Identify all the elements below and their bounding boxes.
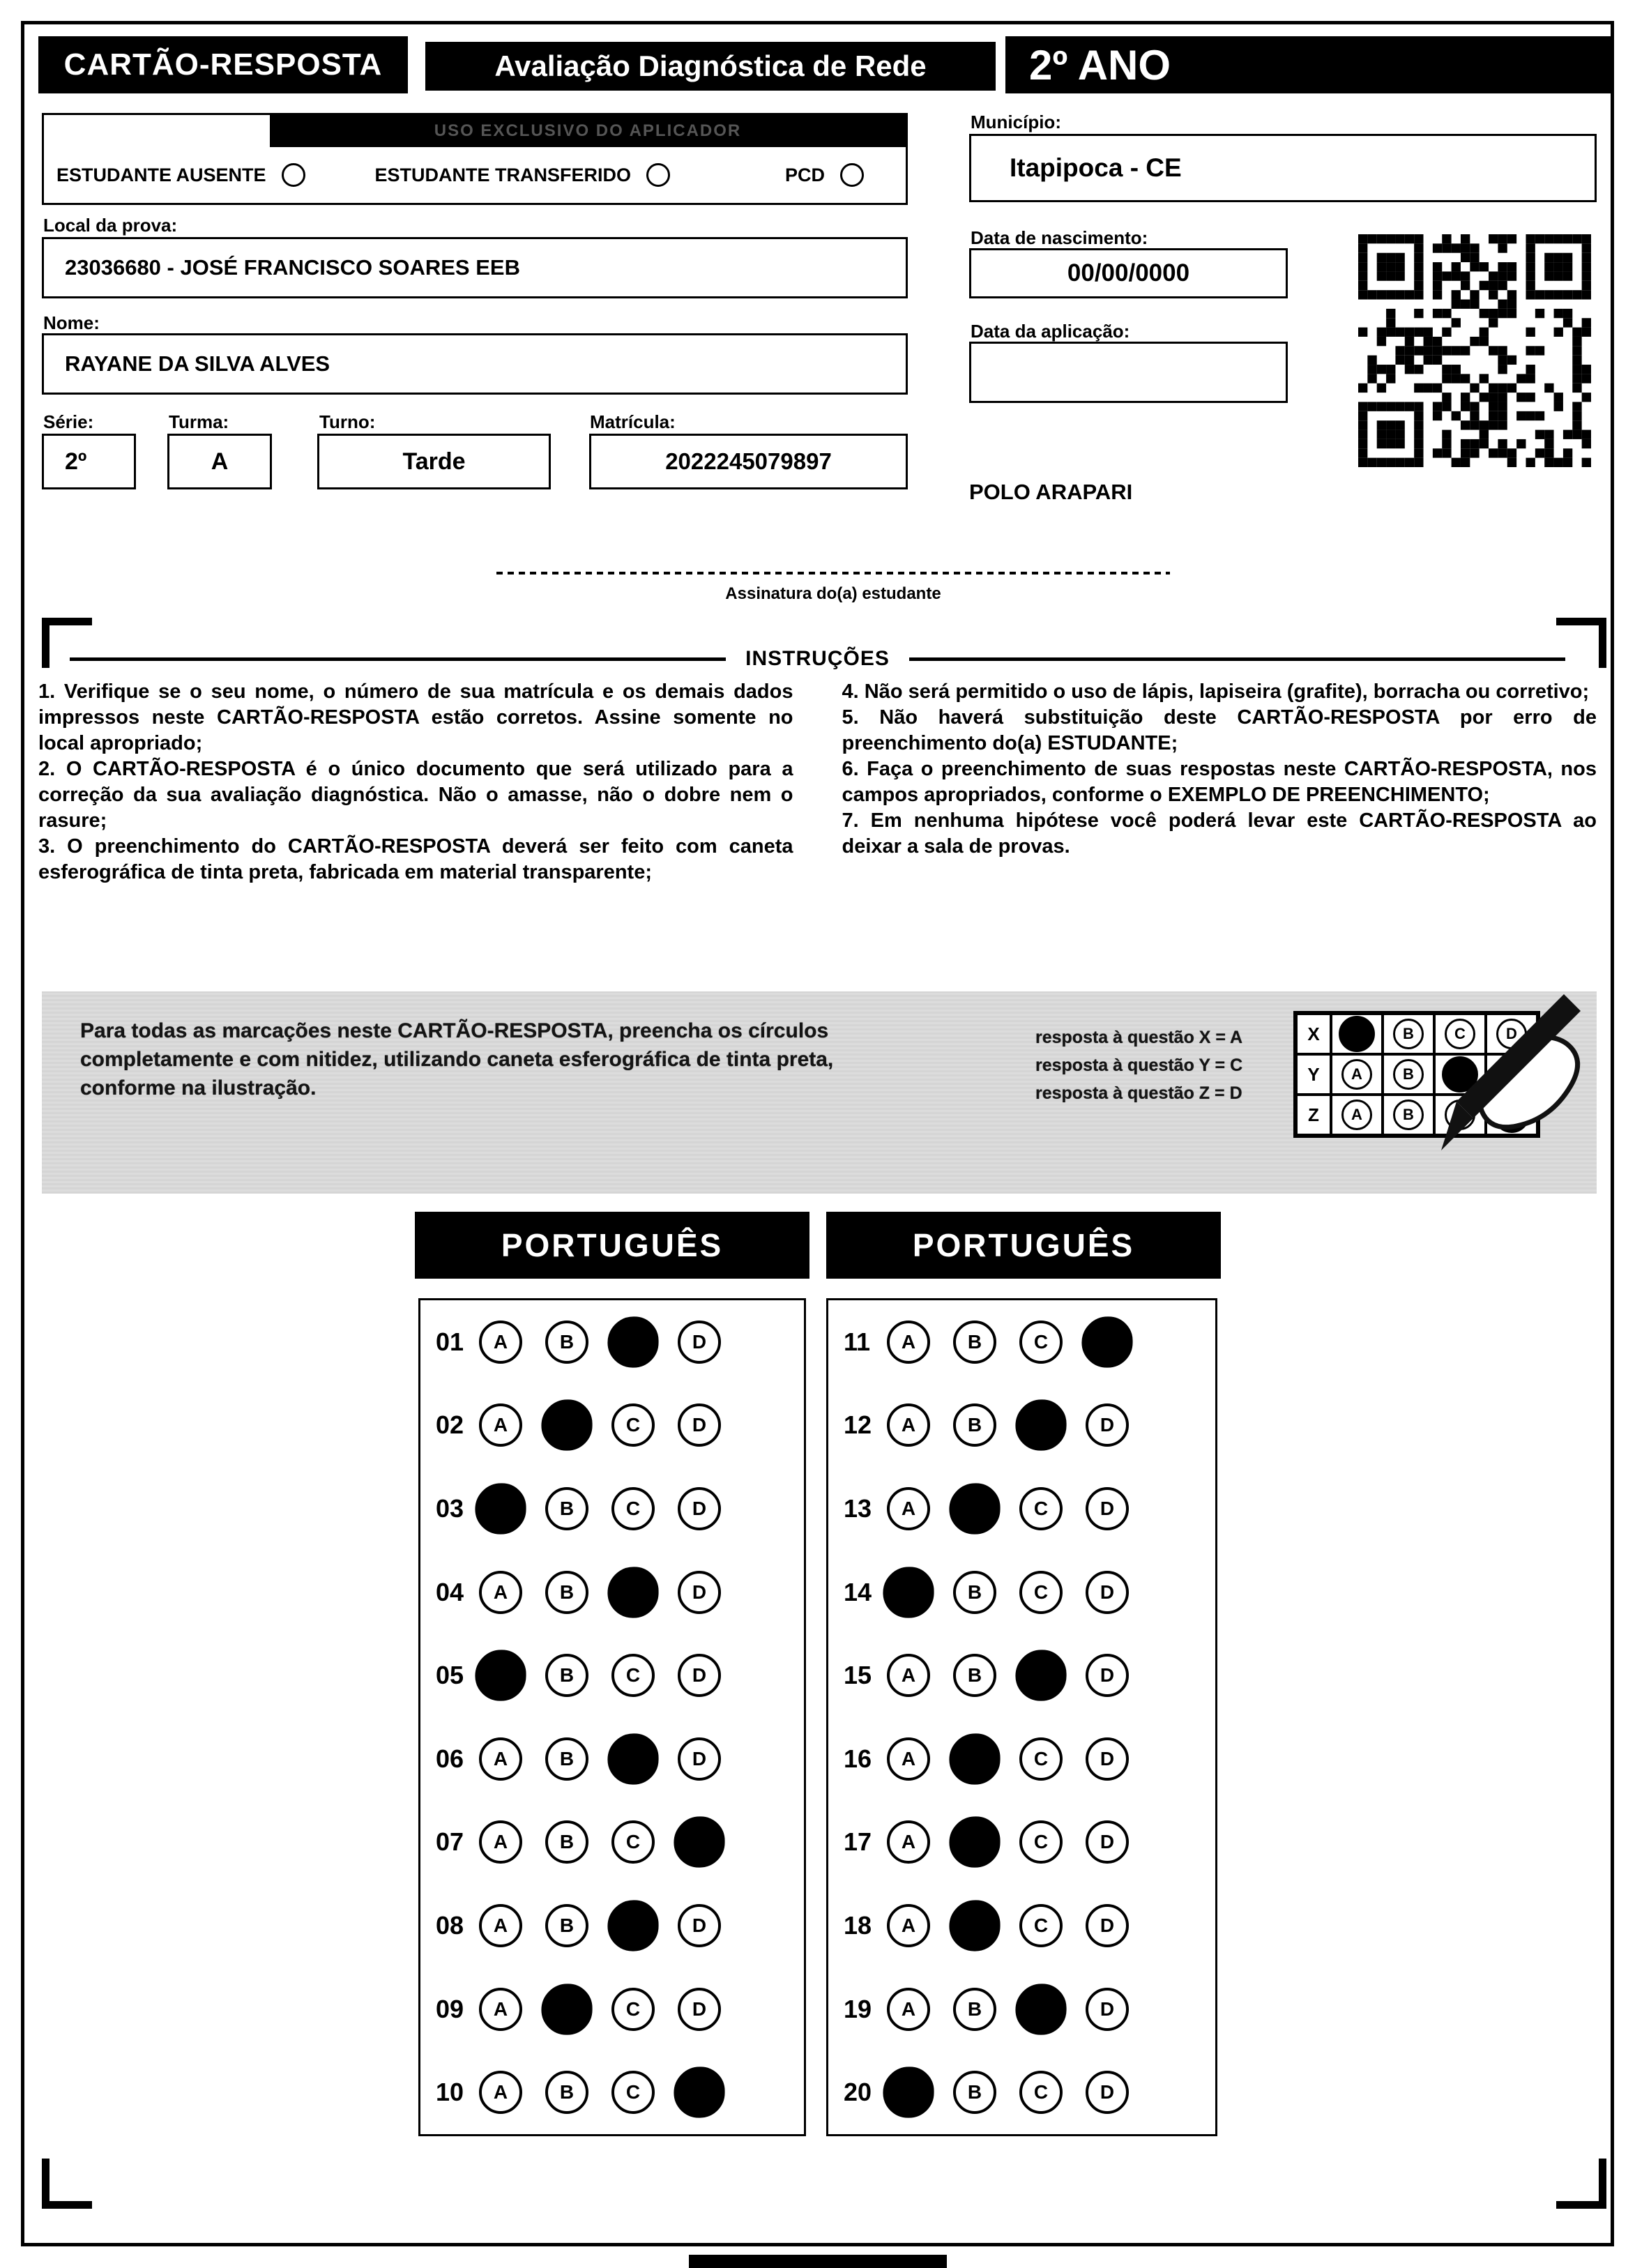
status-label-transferido: ESTUDANTE TRANSFERIDO <box>374 164 632 185</box>
status-item-pcd <box>785 163 864 187</box>
municipio-label: Município: <box>971 112 1061 132</box>
example-row-label-X: X <box>1296 1014 1331 1054</box>
bubble-q04-A[interactable]: A <box>479 1571 522 1614</box>
bubble-q17-D[interactable]: D <box>1086 1820 1129 1864</box>
subject-header-1: PORTUGUÊS <box>415 1212 809 1279</box>
status-circle-transferido[interactable] <box>646 163 670 187</box>
bubble-q01-B[interactable]: B <box>545 1321 588 1364</box>
instruction-item-1: 1. Verifique se o seu nome, o número de sua matrícula e os demais dados impressos neste CARTÃO-RESPOSTA estão corretos. Assine somente no local apropriado; <box>38 680 793 754</box>
bubble-q12-A[interactable]: A <box>887 1403 930 1447</box>
aplicacao-label: Data da aplicação: <box>971 321 1130 342</box>
bubble-q11-B[interactable]: B <box>953 1321 996 1364</box>
status-check-row <box>44 147 906 203</box>
applicator-bar <box>270 115 906 147</box>
bubble-q01-A[interactable]: A <box>479 1321 522 1364</box>
bubble-q18-B-filled[interactable] <box>949 1900 1000 1951</box>
answer-grid-questions-11-20 <box>826 1298 1217 2136</box>
bubble-q13-C[interactable]: C <box>1019 1487 1063 1530</box>
bubble-q11-D-filled[interactable] <box>1081 1316 1132 1367</box>
local-label: Local da prova: <box>43 215 178 236</box>
bubble-q07-A[interactable]: A <box>479 1820 522 1864</box>
bubble-q16-B-filled[interactable] <box>949 1733 1000 1784</box>
bubble-q17-A[interactable]: A <box>887 1820 930 1864</box>
bubble-q12-B[interactable]: B <box>953 1403 996 1447</box>
instructions-rule-right <box>909 657 1565 661</box>
question-number-14: 14 <box>844 1577 872 1606</box>
bubble-q02-D[interactable]: D <box>678 1403 721 1447</box>
question-row-13 <box>828 1487 1215 1530</box>
question-number-17: 17 <box>844 1827 872 1857</box>
question-row-10 <box>420 2071 804 2114</box>
legend-line-z: resposta à questão Z = D <box>1035 1083 1242 1103</box>
bubble-q13-D[interactable]: D <box>1086 1487 1129 1530</box>
example-bubble-Z-B: B <box>1393 1099 1424 1130</box>
question-number-20: 20 <box>844 2078 872 2107</box>
instructions-right-column <box>842 679 1597 885</box>
question-number-02: 02 <box>436 1410 464 1440</box>
bubble-q02-B-filled[interactable] <box>541 1400 592 1451</box>
bubble-q14-A-filled[interactable] <box>883 1567 934 1618</box>
aplicacao-value-box[interactable] <box>969 342 1288 403</box>
bubble-q19-D[interactable]: D <box>1086 1988 1129 2031</box>
bubble-q20-A-filled[interactable] <box>883 2067 934 2118</box>
bubble-q15-D[interactable]: D <box>1086 1654 1129 1697</box>
bubble-q10-B[interactable]: B <box>545 2071 588 2114</box>
bubble-q09-A[interactable]: A <box>479 1988 522 2031</box>
nome-value-box: RAYANE DA SILVA ALVES <box>42 333 908 395</box>
turma-label: Turma: <box>169 411 229 432</box>
instructions-title: INSTRUÇÕES <box>745 647 890 670</box>
bubble-q19-B[interactable]: B <box>953 1988 996 2031</box>
status-item-ausente <box>56 163 305 187</box>
bubble-q03-C[interactable]: C <box>611 1487 655 1530</box>
bubble-q06-D[interactable]: D <box>678 1737 721 1781</box>
bubble-q06-B[interactable]: B <box>545 1737 588 1781</box>
bubble-q04-C-filled[interactable] <box>607 1567 658 1618</box>
bubble-q12-D[interactable]: D <box>1086 1403 1129 1447</box>
question-row-05 <box>420 1654 804 1697</box>
question-row-08 <box>420 1904 804 1947</box>
bubble-q12-C-filled[interactable] <box>1015 1400 1066 1451</box>
qr-code <box>1358 234 1591 467</box>
question-number-12: 12 <box>844 1410 872 1440</box>
instruction-item-7: 7. Em nenhuma hipótese você poderá levar este CARTÃO-RESPOSTA ao deixar a sala de provas. <box>842 809 1597 858</box>
bubble-q05-D[interactable]: D <box>678 1654 721 1697</box>
question-number-05: 05 <box>436 1661 464 1690</box>
polo-label: POLO ARAPARI <box>969 480 1133 504</box>
municipio-value-box: Itapipoca - CE <box>969 134 1597 202</box>
bubble-q03-D[interactable]: D <box>678 1487 721 1530</box>
matricula-label: Matrícula: <box>590 411 676 432</box>
instruction-item-3: 3. O preenchimento do CARTÃO-RESPOSTA deverá ser feito com caneta esferográfica de tinta preta, fabricada em material transparente; <box>38 835 793 883</box>
instruction-item-5: 5. Não haverá substituição deste CARTÃO-RESPOSTA por erro de preenchimento do(a) ESTUDANTE; <box>842 706 1597 754</box>
turno-label: Turno: <box>319 411 376 432</box>
status-item-transferido <box>375 163 671 187</box>
instruction-item-2: 2. O CARTÃO-RESPOSTA é o único documento que será utilizado para a correção da sua avaliação diagnóstica. Não o amasse, não o dobre nem o rasure; <box>38 758 793 832</box>
status-circle-pcd[interactable] <box>840 163 864 187</box>
example-bubble-X-D: D <box>1496 1019 1527 1049</box>
bubble-q09-C[interactable]: C <box>611 1988 655 2031</box>
instructions-left-column <box>38 679 793 885</box>
bubble-q07-C[interactable]: C <box>611 1820 655 1864</box>
status-label-pcd: PCD <box>784 164 825 185</box>
example-row-label-Z: Z <box>1296 1095 1331 1135</box>
bubble-q08-B[interactable]: B <box>545 1904 588 1947</box>
bubble-q18-D[interactable]: D <box>1086 1904 1129 1947</box>
question-number-15: 15 <box>844 1661 872 1690</box>
turma-value-box: A <box>167 434 272 489</box>
local-value-box: 23036680 - JOSÉ FRANCISCO SOARES EEB <box>42 237 908 298</box>
bubble-q08-A[interactable]: A <box>479 1904 522 1947</box>
question-row-20 <box>828 2071 1215 2114</box>
question-row-07 <box>420 1820 804 1864</box>
corner-mark-bottom-left <box>42 2159 92 2209</box>
bubble-q01-C-filled[interactable] <box>607 1316 658 1367</box>
bubble-q10-D-filled[interactable] <box>674 2067 724 2118</box>
bubble-q11-C[interactable]: C <box>1019 1321 1063 1364</box>
question-row-02 <box>420 1403 804 1447</box>
legend-line-y: resposta à questão Y = C <box>1035 1056 1243 1075</box>
bubble-q15-B[interactable]: B <box>953 1654 996 1697</box>
question-row-17 <box>828 1820 1215 1864</box>
applicator-bar-text: USO EXCLUSIVO DO APLICADOR <box>434 121 742 140</box>
question-row-06 <box>420 1737 804 1781</box>
question-row-19 <box>828 1988 1215 2031</box>
signature-label: Assinatura do(a) estudante <box>725 584 941 603</box>
bubble-q06-C-filled[interactable] <box>607 1733 658 1784</box>
signature-line[interactable] <box>496 572 1170 574</box>
instructions-header <box>70 647 1565 671</box>
bubble-q18-A[interactable]: A <box>887 1904 930 1947</box>
card-title: CARTÃO-RESPOSTA <box>38 36 408 93</box>
status-label-ausente: ESTUDANTE AUSENTE <box>56 164 266 185</box>
example-row-label-Y: Y <box>1296 1054 1331 1095</box>
bubble-q14-B[interactable]: B <box>953 1571 996 1614</box>
bubble-q13-A[interactable]: A <box>887 1487 930 1530</box>
example-cell-X-A <box>1331 1014 1383 1054</box>
example-bubble-Y-B: B <box>1393 1059 1424 1090</box>
grade-banner: 2º ANO <box>1005 36 1614 93</box>
question-number-08: 08 <box>436 1910 464 1940</box>
bubble-q03-B[interactable]: B <box>545 1487 588 1530</box>
question-number-09: 09 <box>436 1994 464 2023</box>
bubble-q05-C[interactable]: C <box>611 1654 655 1697</box>
instructions-rule-left <box>70 657 726 661</box>
question-row-14 <box>828 1571 1215 1614</box>
bubble-q15-A[interactable]: A <box>887 1654 930 1697</box>
serie-value-box: 2º <box>42 434 136 489</box>
serie-label: Série: <box>43 411 94 432</box>
bubble-q01-D[interactable]: D <box>678 1321 721 1364</box>
example-bubble-X-B: B <box>1393 1019 1424 1049</box>
instruction-item-6: 6. Faça o preenchimento de suas respostas neste CARTÃO-RESPOSTA, nos campos apropriados, conforme o EXEMPLO DE PREENCHIMENTO; <box>842 758 1597 806</box>
example-cell-Y-A <box>1331 1054 1383 1095</box>
example-cell-Z-A <box>1331 1095 1383 1135</box>
legend-line-x: resposta à questão X = A <box>1035 1028 1243 1047</box>
bubble-q11-A[interactable]: A <box>887 1321 930 1364</box>
fill-example-box <box>42 991 1597 1194</box>
bubble-q08-C-filled[interactable] <box>607 1900 658 1951</box>
corner-mark-bottom-right <box>1556 2159 1606 2209</box>
question-row-16 <box>828 1737 1215 1781</box>
question-number-18: 18 <box>844 1910 872 1940</box>
bubble-q17-B-filled[interactable] <box>949 1817 1000 1868</box>
bubble-q14-C[interactable]: C <box>1019 1571 1063 1614</box>
question-row-04 <box>420 1571 804 1614</box>
question-number-03: 03 <box>436 1493 464 1523</box>
example-bubble-Y-A: A <box>1341 1059 1372 1090</box>
question-number-04: 04 <box>436 1577 464 1606</box>
bubble-q16-A[interactable]: A <box>887 1737 930 1781</box>
subject-header-2: PORTUGUÊS <box>826 1212 1221 1279</box>
status-circle-ausente[interactable] <box>282 163 305 187</box>
matricula-value-box: 2022245079897 <box>589 434 908 489</box>
hand-pen-illustration <box>1412 993 1593 1174</box>
example-bubble-Z-A: A <box>1341 1099 1372 1130</box>
answer-grid-questions-01-10 <box>418 1298 806 2136</box>
bubble-q20-D[interactable]: D <box>1086 2071 1129 2114</box>
bubble-q04-B[interactable]: B <box>545 1571 588 1614</box>
bubble-q08-D[interactable]: D <box>678 1904 721 1947</box>
bubble-q13-B-filled[interactable] <box>949 1483 1000 1534</box>
bubble-q09-D[interactable]: D <box>678 1988 721 2031</box>
question-number-06: 06 <box>436 1744 464 1773</box>
applicator-section <box>42 113 908 205</box>
bubble-q05-B[interactable]: B <box>545 1654 588 1697</box>
question-row-18 <box>828 1904 1215 1947</box>
turno-value-box: Tarde <box>317 434 551 489</box>
bubble-q06-A[interactable]: A <box>479 1737 522 1781</box>
example-bubble-X-A-filled <box>1339 1016 1375 1052</box>
question-number-13: 13 <box>844 1493 872 1523</box>
bubble-q10-A[interactable]: A <box>479 2071 522 2114</box>
question-row-11 <box>828 1321 1215 1364</box>
fill-example-legend <box>1035 1023 1242 1107</box>
bubble-q05-A-filled[interactable] <box>475 1650 526 1701</box>
question-row-03 <box>420 1487 804 1530</box>
question-row-01 <box>420 1321 804 1364</box>
question-number-10: 10 <box>436 2078 464 2107</box>
bubble-q02-A[interactable]: A <box>479 1403 522 1447</box>
bubble-q10-C[interactable]: C <box>611 2071 655 2114</box>
bubble-q19-C-filled[interactable] <box>1015 1984 1066 2034</box>
question-number-19: 19 <box>844 1994 872 2023</box>
bubble-q04-D[interactable]: D <box>678 1571 721 1614</box>
bubble-q03-A-filled[interactable] <box>475 1483 526 1534</box>
nascimento-value-box: 00/00/0000 <box>969 248 1288 298</box>
nome-label: Nome: <box>43 312 100 333</box>
bubble-q07-B[interactable]: B <box>545 1820 588 1864</box>
question-row-09 <box>420 1988 804 2031</box>
bubble-q09-B-filled[interactable] <box>541 1984 592 2034</box>
instruction-item-4: 4. Não será permitido o uso de lápis, lapiseira (grafite), borracha ou corretivo; <box>842 680 1590 703</box>
example-bubble-X-C: C <box>1445 1019 1475 1049</box>
bubble-q14-D[interactable]: D <box>1086 1571 1129 1614</box>
bubble-q20-B[interactable]: B <box>953 2071 996 2114</box>
question-row-12 <box>828 1403 1215 1447</box>
question-number-07: 07 <box>436 1827 464 1857</box>
bubble-q15-C-filled[interactable] <box>1015 1650 1066 1701</box>
question-number-16: 16 <box>844 1744 872 1773</box>
bubble-q20-C[interactable]: C <box>1019 2071 1063 2114</box>
exam-title: Avaliação Diagnóstica de Rede <box>425 42 996 91</box>
bubble-q16-C[interactable]: C <box>1019 1737 1063 1781</box>
bubble-q16-D[interactable]: D <box>1086 1737 1129 1781</box>
question-number-01: 01 <box>436 1327 464 1356</box>
question-row-15 <box>828 1654 1215 1697</box>
question-number-11: 11 <box>844 1327 871 1356</box>
bubble-q17-C[interactable]: C <box>1019 1820 1063 1864</box>
instructions-columns <box>38 679 1597 885</box>
bubble-q18-C[interactable]: C <box>1019 1904 1063 1947</box>
bubble-q19-A[interactable]: A <box>887 1988 930 2031</box>
bubble-q07-D-filled[interactable] <box>674 1817 724 1868</box>
fill-example-text: Para todas as marcações neste CARTÃO-RESPOSTA, preencha os círculos completamente e com nitidez, utilizando caneta esferográfica de tinta preta, conforme na ilustração. <box>80 1019 834 1099</box>
bubble-q02-C[interactable]: C <box>611 1403 655 1447</box>
nascimento-label: Data de nascimento: <box>971 227 1148 248</box>
bottom-registration-bar <box>689 2255 947 2268</box>
